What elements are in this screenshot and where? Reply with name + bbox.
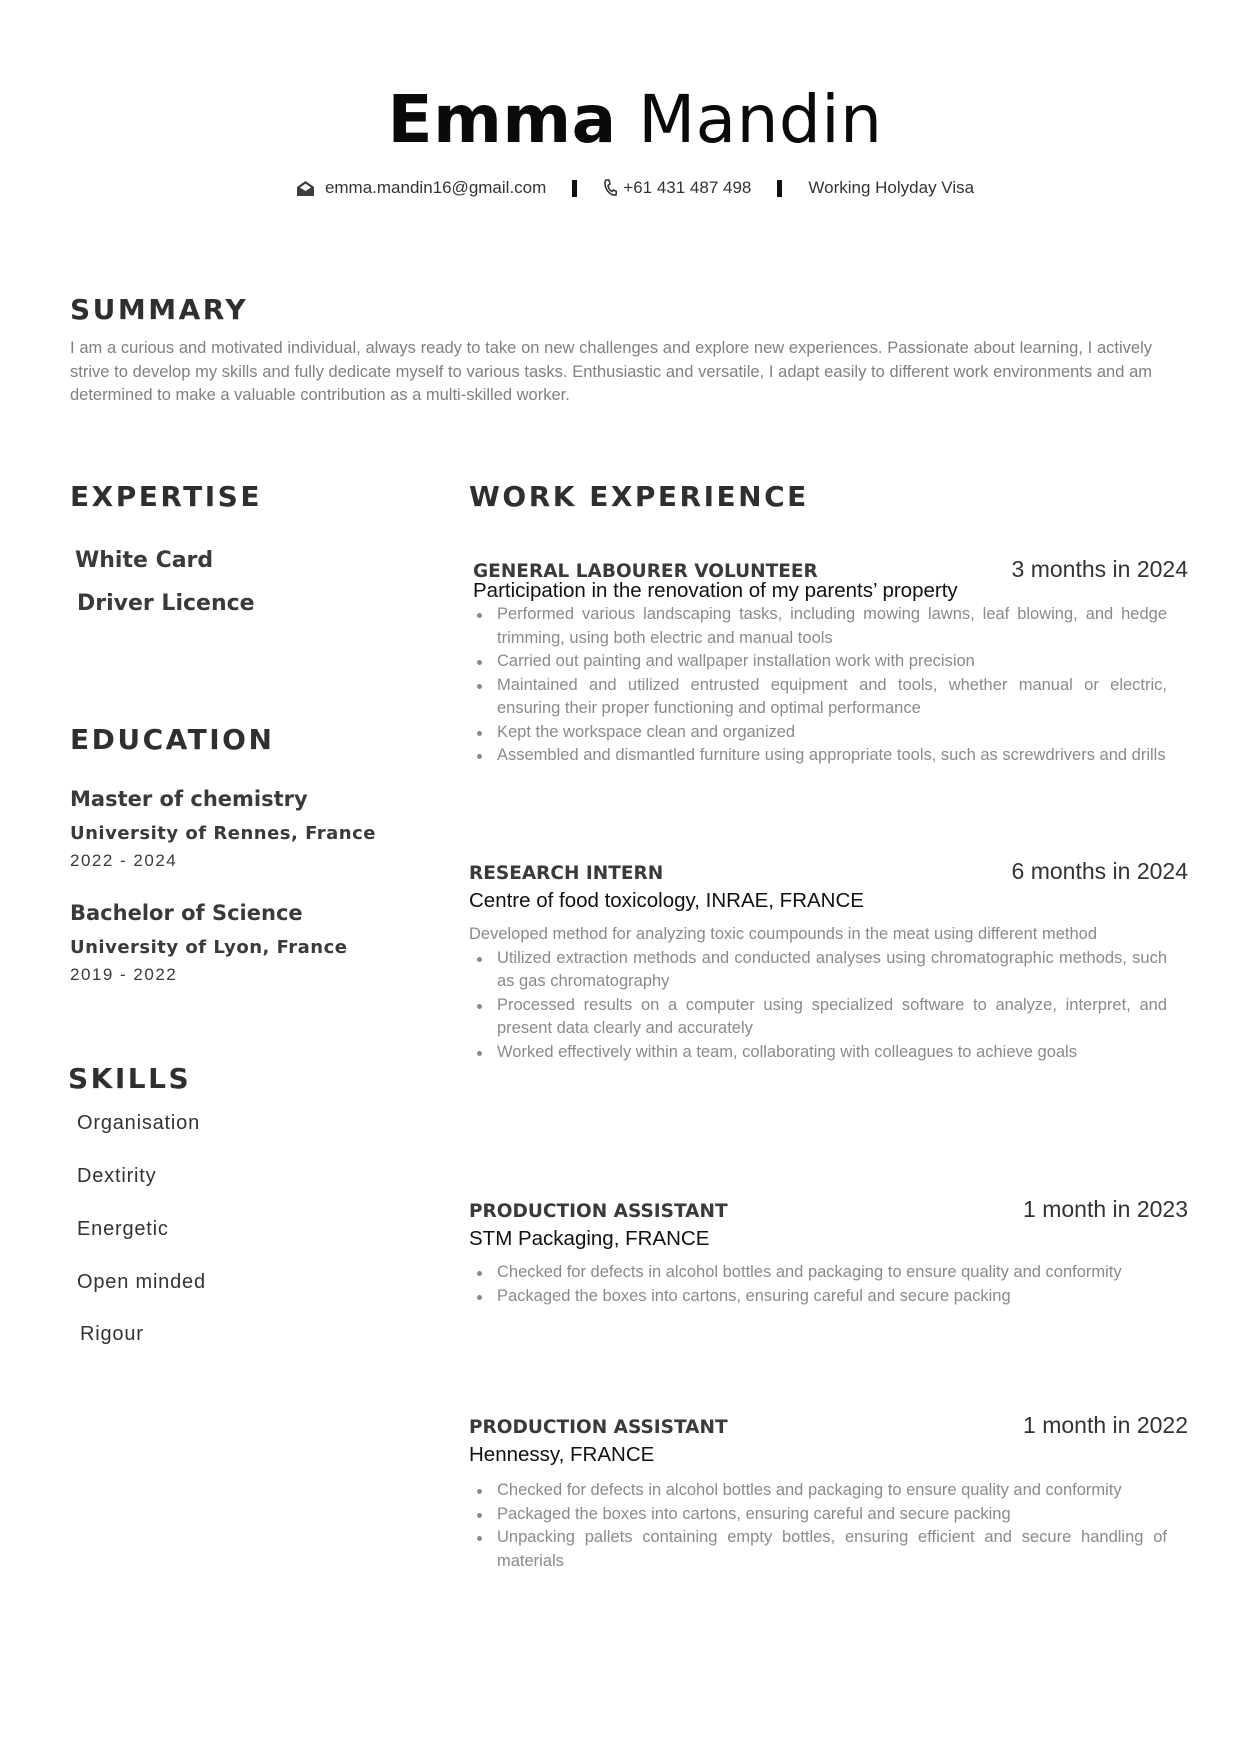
- job-header: [469, 858, 1188, 885]
- skills-heading: SKILLS: [68, 1062, 192, 1095]
- job-bullet: Worked effectively within a team, collaborating with colleagues to achieve goals: [497, 1041, 1167, 1065]
- job-bullet: Checked for defects in alcohol bottles and packaging to ensure quality and conformity: [497, 1479, 1167, 1503]
- candidate-name: [0, 80, 1241, 160]
- expertise-heading: EXPERTISE: [70, 480, 262, 513]
- education-degree: Bachelor of Science: [70, 901, 303, 925]
- job-title: PRODUCTION ASSISTANT: [469, 1201, 728, 1222]
- divider: [572, 180, 577, 197]
- skill-item: Open minded: [77, 1271, 206, 1293]
- expertise-item: Driver Licence: [77, 591, 255, 616]
- contact-phone: [603, 178, 751, 198]
- education-school: University of Rennes, France: [70, 823, 376, 844]
- job-description: Developed method for analyzing toxic coumpounds in the meat using different method: [469, 925, 1097, 943]
- job-bullet: Kept the workspace clean and organized: [497, 721, 1167, 745]
- education-years: 2022 - 2024: [70, 851, 178, 870]
- job-bullet: Performed various landscaping tasks, including mowing lawns, leaf blowing, and hedge trimming, using both electric and manual tools: [497, 603, 1167, 650]
- skill-item: Dextirity: [77, 1165, 157, 1187]
- phone-icon: [603, 179, 617, 197]
- job-bullet: Assembled and dismantled furniture using appropriate tools, such as screwdrivers and drills: [497, 744, 1167, 768]
- job-bullet: Carried out painting and wallpaper installation work with precision: [497, 650, 1167, 674]
- education-years: 2019 - 2022: [70, 965, 178, 984]
- job-bullet: Maintained and utilized entrusted equipment and tools, whether manual or electric, ensuring their proper functioning and optimal performance: [497, 674, 1167, 721]
- job-bullets: [469, 1261, 1167, 1308]
- skill-item: Organisation: [77, 1112, 200, 1134]
- education-degree: Master of chemistry: [70, 787, 308, 811]
- job-organization: Centre of food toxicology, INRAE, FRANCE: [469, 889, 864, 912]
- first-name: Emma: [387, 81, 617, 158]
- skill-item: Energetic: [77, 1218, 169, 1240]
- expertise-item: White Card: [75, 548, 214, 573]
- job-organization: STM Packaging, FRANCE: [469, 1227, 710, 1250]
- education-heading: EDUCATION: [70, 723, 275, 756]
- contact-email: [296, 178, 546, 198]
- job-title: RESEARCH INTERN: [469, 863, 664, 884]
- job-organization: Participation in the renovation of my parents’ property: [473, 579, 958, 602]
- job-bullets: [469, 947, 1167, 1065]
- job-header: [469, 1196, 1188, 1223]
- contact-bar: [0, 178, 1241, 198]
- job-entry: [469, 1196, 1188, 1308]
- summary-heading: SUMMARY: [70, 293, 249, 326]
- job-bullet: Packaged the boxes into cartons, ensuring careful and secure packing: [497, 1503, 1167, 1527]
- job-entry: [469, 1412, 1188, 1573]
- job-bullets: [469, 1479, 1167, 1573]
- job-bullet: Processed results on a computer using specialized software to analyze, interpret, and present data clearly and accurately: [497, 994, 1167, 1041]
- phone-number[interactable]: +61 431 487 498: [623, 178, 752, 197]
- job-bullet: Checked for defects in alcohol bottles and packaging to ensure quality and conformity: [497, 1261, 1167, 1285]
- job-organization: Hennessy, FRANCE: [469, 1443, 655, 1466]
- job-header: [469, 1412, 1188, 1439]
- job-bullet: Packaged the boxes into cartons, ensuring careful and secure packing: [497, 1285, 1167, 1309]
- email-link[interactable]: emma.mandin16@gmail.com: [324, 178, 547, 197]
- job-duration: 6 months in 2024: [1011, 858, 1188, 884]
- job-title: PRODUCTION ASSISTANT: [469, 1417, 728, 1438]
- job-title: GENERAL LABOURER VOLUNTEER: [473, 561, 818, 582]
- divider: [777, 180, 782, 197]
- job-entry: [469, 556, 1188, 768]
- contact-visa: [808, 178, 974, 198]
- job-bullet: Utilized extraction methods and conducted analyses using chromatographic methods, such as gas chromatography: [497, 947, 1167, 994]
- job-duration: 1 month in 2022: [1023, 1412, 1188, 1438]
- summary-text: I am a curious and motivated individual, always ready to take on new challenges and explore new experiences. Passionate about learning, I actively strive to develop my skills and fully dedicate myself to various tasks. Enthusiastic and versatile, I adapt easily to different work environments and am determined to make a valuable contribution as a multi-skilled worker.: [70, 339, 1152, 404]
- job-entry: [469, 858, 1188, 1064]
- job-duration: 3 months in 2024: [1011, 556, 1188, 582]
- job-bullets: [469, 603, 1167, 768]
- envelope-open-icon: [296, 180, 315, 197]
- work-experience-heading: WORK EXPERIENCE: [469, 480, 809, 513]
- education-school: University of Lyon, France: [70, 937, 348, 958]
- last-name: Mandin: [638, 81, 883, 158]
- job-bullet: Unpacking pallets containing empty bottles, ensuring efficient and secure handling of materials: [497, 1526, 1167, 1573]
- visa-status: Working Holyday Visa: [808, 178, 975, 197]
- skill-item: Rigour: [80, 1323, 144, 1345]
- job-duration: 1 month in 2023: [1023, 1196, 1188, 1222]
